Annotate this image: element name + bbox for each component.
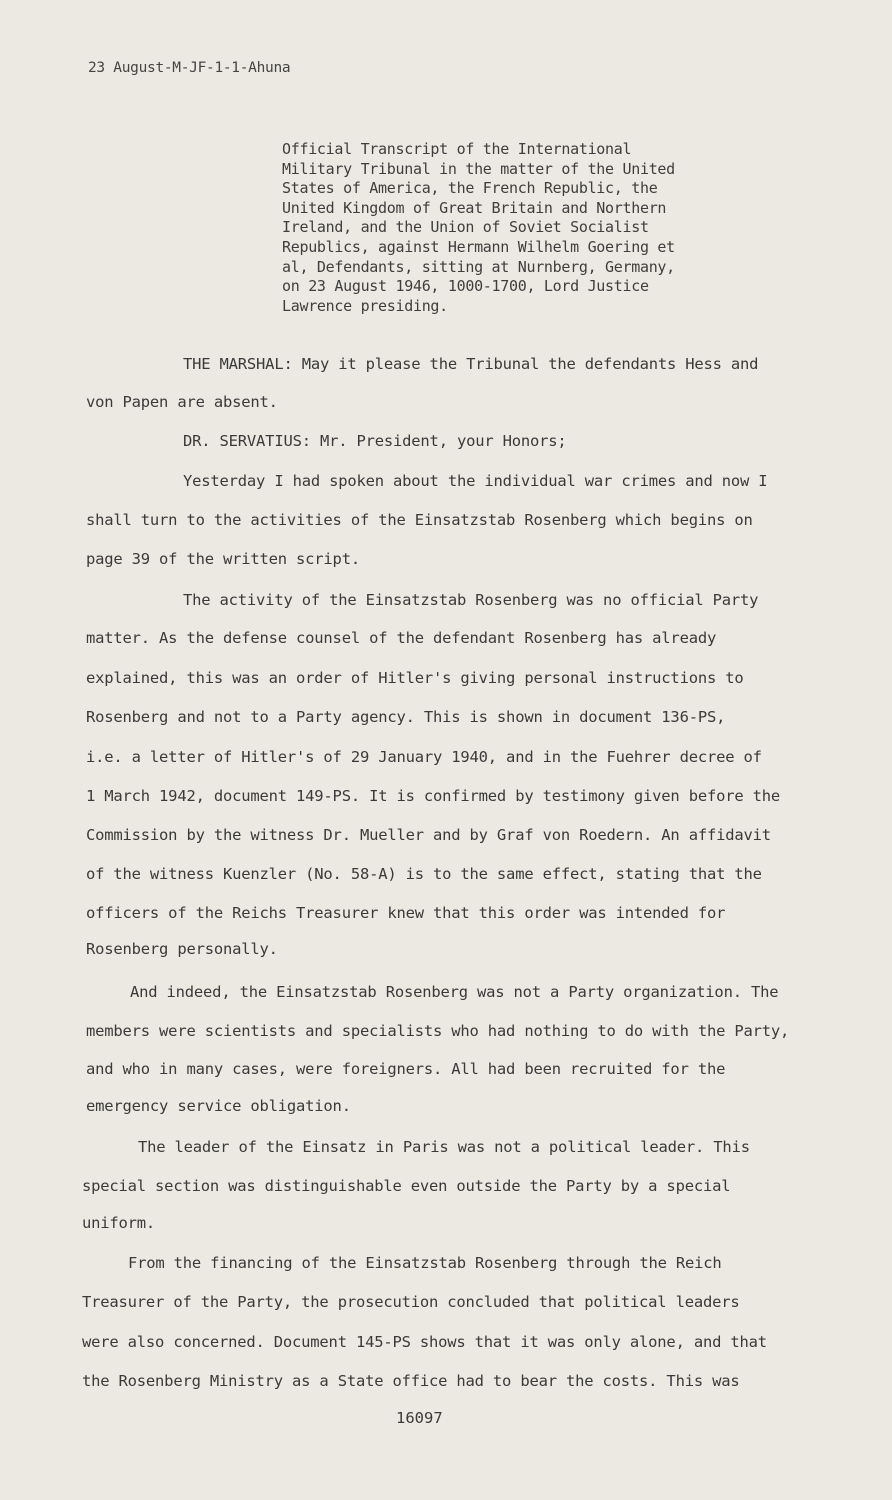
page-number: 16097 xyxy=(396,1409,443,1427)
heading-line: al, Defendants, sitting at Nurnberg, Germany, xyxy=(282,257,675,276)
body-line: DR. SERVATIUS: Mr. President, your Honors; xyxy=(183,432,567,450)
body-line: The leader of the Einsatz in Paris was not a political leader. This xyxy=(138,1138,750,1156)
heading-line: Republics, against Hermann Wilhelm Goering et xyxy=(282,237,675,256)
heading-line: States of America, the French Republic, the xyxy=(282,179,658,198)
heading-line: Lawrence presiding. xyxy=(282,296,448,315)
heading-line: United Kingdom of Great Britain and Northern xyxy=(282,198,667,217)
body-line: matter. As the defense counsel of the defendant Rosenberg has already xyxy=(86,629,717,647)
body-line: i.e. a letter of Hitler's of 29 January 1940, and in the Fuehrer decree of xyxy=(86,748,762,766)
heading-line: on 23 August 1946, 1000-1700, Lord Justice xyxy=(282,277,649,296)
body-line: Commission by the witness Dr. Mueller and by Graf von Roedern. An affidavit xyxy=(86,826,771,844)
document-reference: 23 August-M-JF-1-1-Ahuna xyxy=(88,60,291,76)
body-line: officers of the Reichs Treasurer knew that this order was intended for xyxy=(86,904,726,922)
body-line: uniform. xyxy=(82,1214,156,1232)
body-line: 1 March 1942, document 149-PS. It is confirmed by testimony given before the xyxy=(86,787,781,805)
body-line: THE MARSHAL: May it please the Tribunal the defendants Hess and xyxy=(183,355,759,373)
body-line: Rosenberg and not to a Party agency. This is shown in document 136-PS, xyxy=(86,708,726,726)
transcript-heading xyxy=(282,140,742,316)
body-line: of the witness Kuenzler (No. 58-A) is to the same effect, stating that the xyxy=(86,865,762,883)
heading-line: Military Tribunal in the matter of the United xyxy=(282,159,675,178)
body-line: the Rosenberg Ministry as a State office had to bear the costs. This was xyxy=(82,1372,740,1390)
body-line: special section was distinguishable even outside the Party by a special xyxy=(82,1177,731,1195)
body-line: were also concerned. Document 145-PS shows that it was only alone, and that xyxy=(82,1333,767,1351)
body-line: From the financing of the Einsatzstab Rosenberg through the Reich xyxy=(128,1254,722,1272)
body-line: Treasurer of the Party, the prosecution concluded that political leaders xyxy=(82,1293,740,1311)
body-line: shall turn to the activities of the Einsatzstab Rosenberg which begins on xyxy=(86,511,753,529)
body-line: The activity of the Einsatzstab Rosenberg was no official Party xyxy=(183,591,759,609)
body-line: page 39 of the written script. xyxy=(86,550,360,568)
body-line: von Papen are absent. xyxy=(86,393,278,411)
body-line: Rosenberg personally. xyxy=(86,940,278,958)
body-line: members were scientists and specialists who had nothing to do with the Party, xyxy=(86,1022,790,1040)
body-line: and who in many cases, were foreigners. All had been recruited for the xyxy=(86,1060,726,1078)
body-line: Yesterday I had spoken about the individual war crimes and now I xyxy=(183,472,768,490)
body-line: emergency service obligation. xyxy=(86,1097,351,1115)
body-line: And indeed, the Einsatzstab Rosenberg was not a Party organization. The xyxy=(130,983,779,1001)
heading-line: Official Transcript of the International xyxy=(282,140,632,158)
heading-line: Ireland, and the Union of Soviet Socialist xyxy=(282,218,649,237)
body-line: explained, this was an order of Hitler's giving personal instructions to xyxy=(86,669,744,687)
